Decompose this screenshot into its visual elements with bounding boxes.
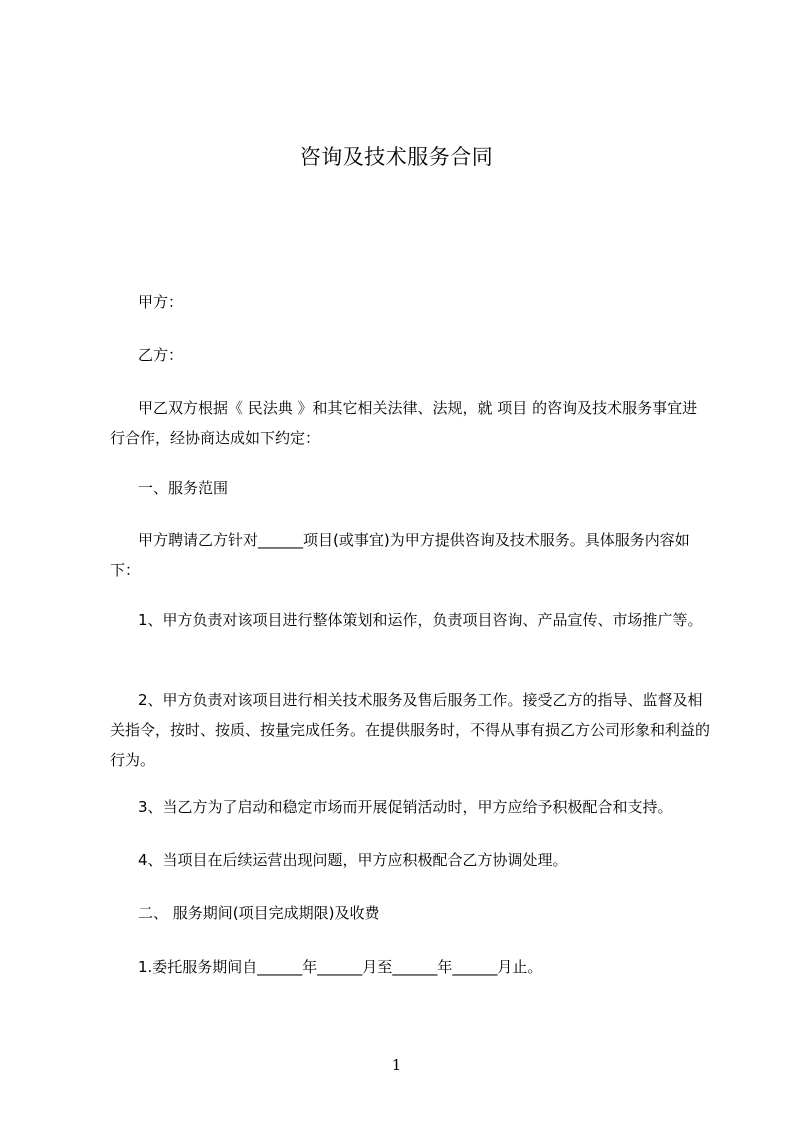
section1-heading-text: 一、服务范围 [138,479,229,497]
party-a-line [110,287,710,317]
item-4-text: 4、当项目在后续运营出现问题，甲方应积极配合乙方协调处理。 [138,851,568,869]
item-3-text: 3、当乙方为了启动和稳定市场而开展促销活动时，甲方应给予积极配合和支持。 [138,798,673,816]
item-1 [110,605,710,635]
section2-item-1-text: 1.委托服务期间自______年______月至______年______月止。 [138,958,543,976]
section2-item-1 [110,952,710,982]
section1-heading [110,473,710,503]
section1-text: 甲方聘请乙方针对______项目(或事宜)为甲方提供咨询及技术服务。具体服务内容如下： [110,531,690,579]
section1-paragraph [110,525,710,585]
item-2 [110,685,710,775]
party-a-label: 甲方： [138,293,184,311]
page-number: 1 [391,1056,402,1074]
item-2-text: 2、甲方负责对该项目进行相关技术服务及售后服务工作。接受乙方的指导、监督及相关指令，按时、按质、按量完成任务。在提供服务时，不得从事有损乙方公司形象和利益的行为。 [110,691,711,769]
item-3 [110,792,710,822]
party-b-line [110,340,710,370]
document-title: 咨询及技术服务合同 [299,145,494,169]
intro-text: 甲乙双方根据《 民法典 》和其它相关法律、法规，就 项目 的咨询及技术服务事宜进行合作，经协商达成如下约定： [110,399,698,447]
item-4 [110,845,710,875]
intro-paragraph [110,393,710,453]
section2-heading-text: 二、 服务期间(项目完成期限)及收费 [138,904,380,922]
item-1-text: 1、甲方负责对该项目进行整体策划和运作，负责项目咨询、产品宣传、市场推广等。 [138,611,703,629]
party-b-label: 乙方： [138,346,184,364]
section2-heading [110,898,710,928]
